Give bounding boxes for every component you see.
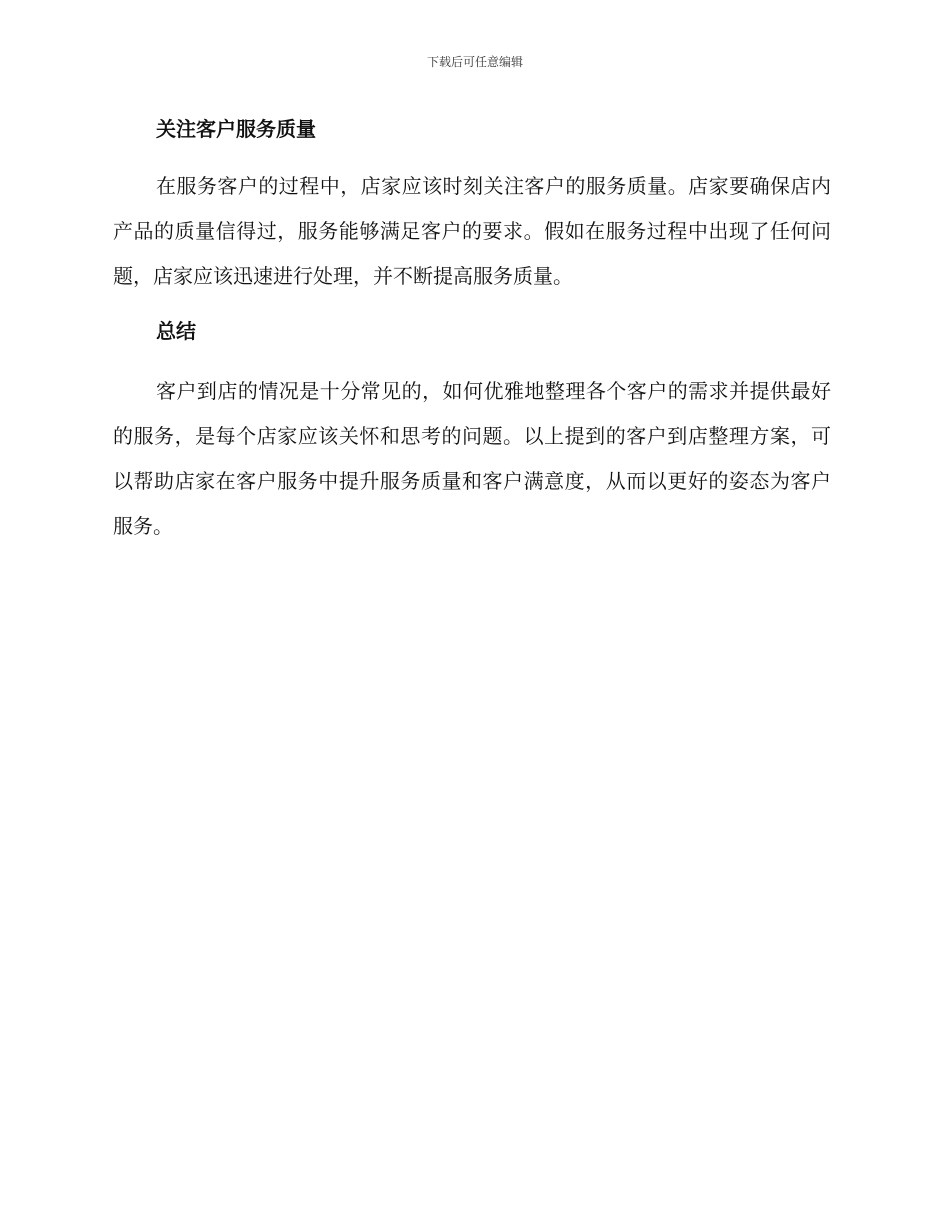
page-header: 下载后可任意编辑 bbox=[426, 55, 523, 69]
section-paragraph-service-quality: 在服务客户的过程中，店家应该时刻关注客户的服务质量。店家要确保店内产品的质量信得过，服务能够满足客户的要求。假如在服务过程中出现了任何问题，店家应该迅速进行处理，并不断提高服务质量。 bbox=[113, 174, 831, 288]
document-content bbox=[113, 113, 831, 549]
section-heading-service-quality: 关注客户服务质量 bbox=[156, 117, 316, 141]
section-heading-summary: 总结 bbox=[156, 319, 196, 343]
section-paragraph-summary: 客户到店的情况是十分常见的，如何优雅地整理各个客户的需求并提供最好的服务，是每个店家应该关怀和思考的问题。以上提到的客户到店整理方案，可以帮助店家在客户服务中提升服务质量和客户满意度，从而以更好的姿态为客户服务。 bbox=[113, 379, 831, 538]
